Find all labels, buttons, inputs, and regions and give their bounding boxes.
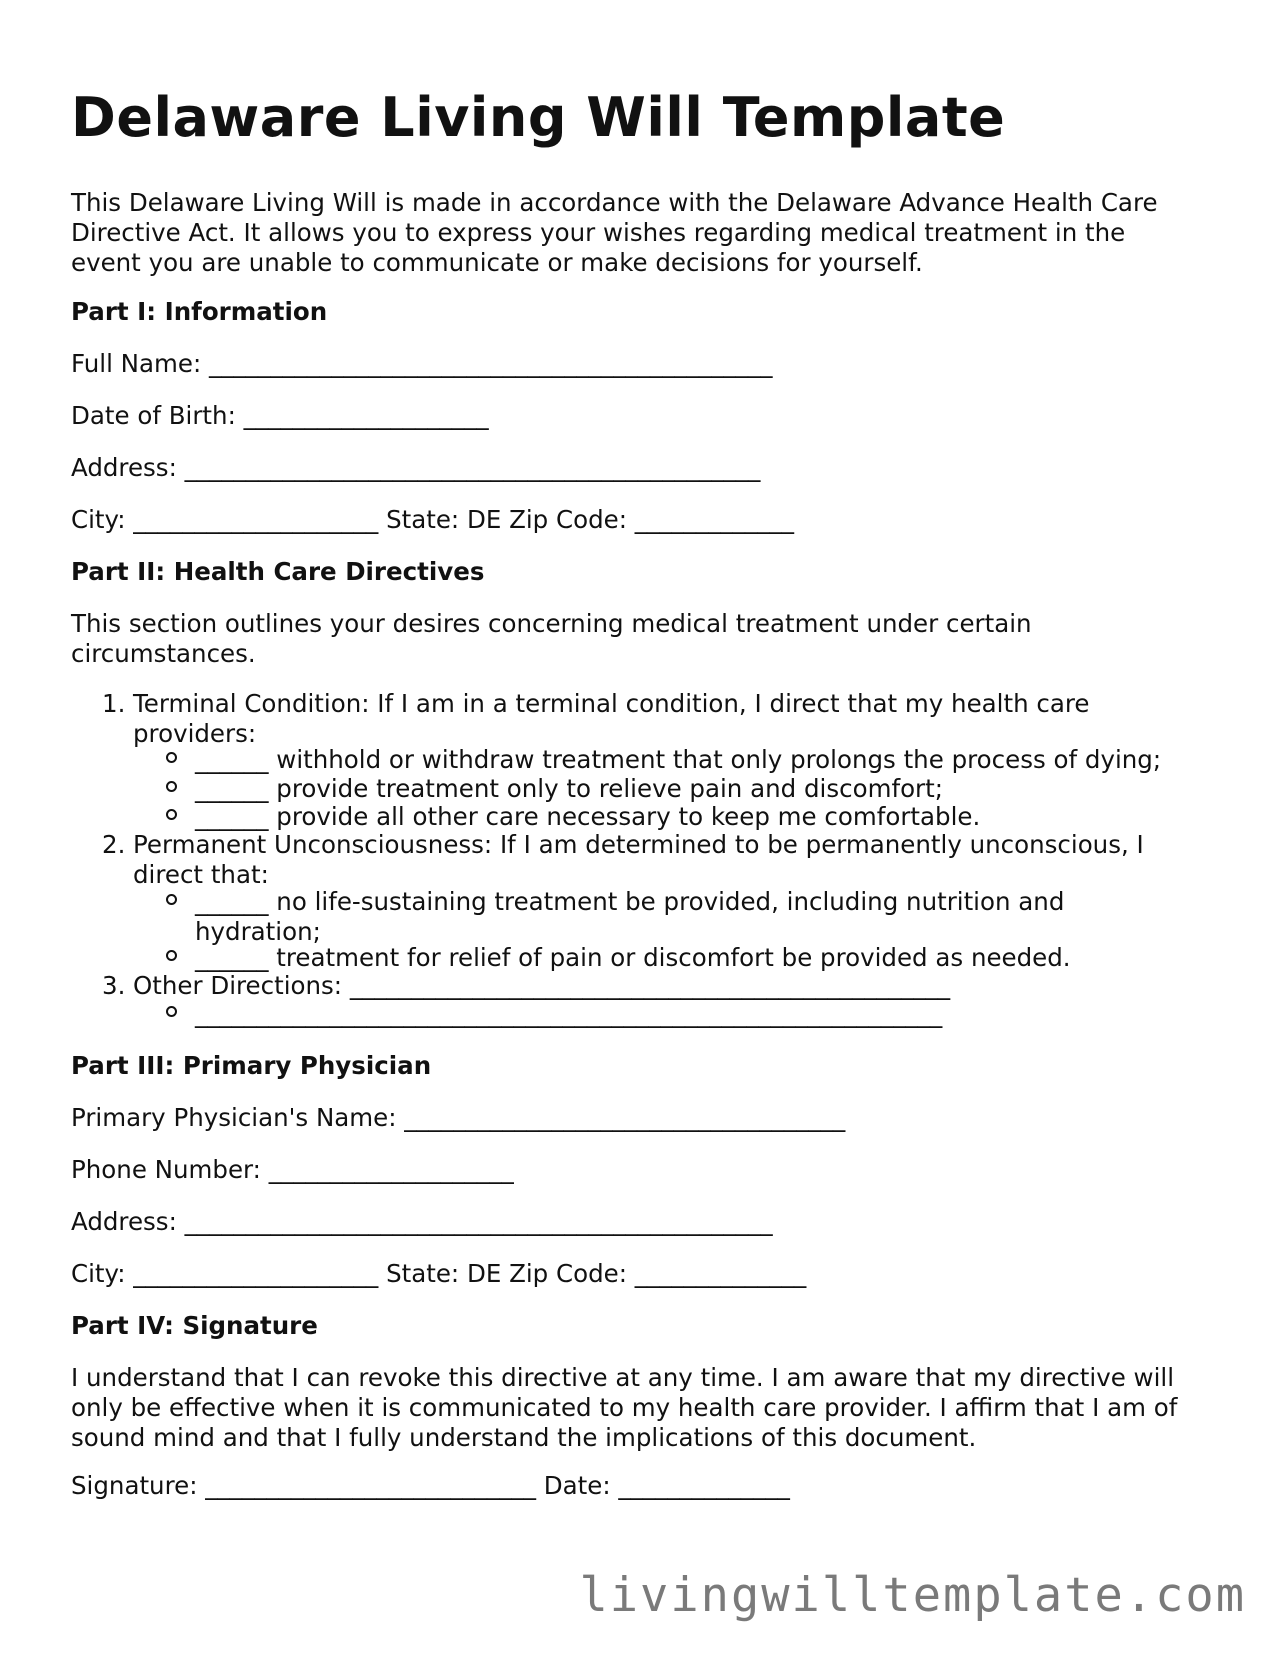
directive-option: ______ no life-sustaining treatment be provided, including nutrition and hydration; bbox=[195, 887, 1065, 946]
physician-address-field: Address: ________________________________________________ bbox=[71, 1207, 773, 1236]
list-number: 2. bbox=[102, 830, 126, 859]
list-item-terminal-condition: Terminal Condition: If I am in a terminal condition, I direct that my health care providers: bbox=[133, 689, 1090, 748]
bullet-icon bbox=[166, 781, 177, 792]
list-number: 3. bbox=[102, 971, 126, 1000]
list-number: 1. bbox=[102, 689, 126, 718]
part3-heading: Part III: Primary Physician bbox=[71, 1051, 432, 1080]
part2-intro: This section outlines your desires concerning medical treatment under certain circumstances. bbox=[71, 609, 1032, 668]
address-field: Address: _______________________________________________ bbox=[71, 453, 761, 482]
part4-heading: Part IV: Signature bbox=[71, 1311, 318, 1340]
signature-date-field: Signature: ___________________________ Date: ______________ bbox=[71, 1471, 790, 1500]
part1-heading: Part I: Information bbox=[71, 297, 328, 326]
city-state-zip-field: City: ____________________ State: DE Zip Code: _____________ bbox=[71, 505, 795, 534]
directive-option: ______ provide treatment only to relieve pain and discomfort; bbox=[195, 774, 943, 803]
part2-heading: Part II: Health Care Directives bbox=[71, 557, 485, 586]
physician-city-state-zip-field: City: ____________________ State: DE Zip Code: ______________ bbox=[71, 1259, 807, 1288]
bullet-icon bbox=[166, 809, 177, 820]
full-name-field: Full Name: ______________________________________________ bbox=[71, 349, 773, 378]
bullet-icon bbox=[166, 1006, 177, 1017]
bullet-icon bbox=[166, 752, 177, 763]
physician-name-field: Primary Physician's Name: ____________________________________ bbox=[71, 1103, 846, 1132]
document-title: Delaware Living Will Template bbox=[71, 86, 1006, 149]
bullet-icon bbox=[166, 950, 177, 961]
signature-statement: I understand that I can revoke this directive at any time. I am aware that my directive will only be effective when it is communicated to my health care provider. I affirm that I am of sound mind and that I fully understand the implications of this document. bbox=[71, 1363, 1178, 1452]
list-item-permanent-unconsciousness: Permanent Unconsciousness: If I am determined to be permanently unconscious, I direct that: bbox=[133, 830, 1144, 889]
intro-paragraph: This Delaware Living Will is made in accordance with the Delaware Advance Health Care Directive Act. It allows you to express your wishes regarding medical treatment in the event you are unable to communicate or make decisions for yourself. bbox=[71, 188, 1158, 277]
directive-option: ______ provide all other care necessary to keep me comfortable. bbox=[195, 802, 981, 831]
directive-option: ______ treatment for relief of pain or discomfort be provided as needed. bbox=[195, 943, 1071, 972]
other-directions-line: _____________________________________________________________ bbox=[195, 999, 943, 1028]
bullet-icon bbox=[166, 894, 177, 905]
phone-field: Phone Number: ____________________ bbox=[71, 1155, 514, 1184]
list-item-other-directions: Other Directions: _________________________________________________ bbox=[133, 971, 951, 1000]
dob-field: Date of Birth: ____________________ bbox=[71, 401, 489, 430]
directive-option: ______ withhold or withdraw treatment that only prolongs the process of dying; bbox=[195, 745, 1162, 774]
watermark: livingwilltemplate.com bbox=[579, 1568, 1246, 1623]
